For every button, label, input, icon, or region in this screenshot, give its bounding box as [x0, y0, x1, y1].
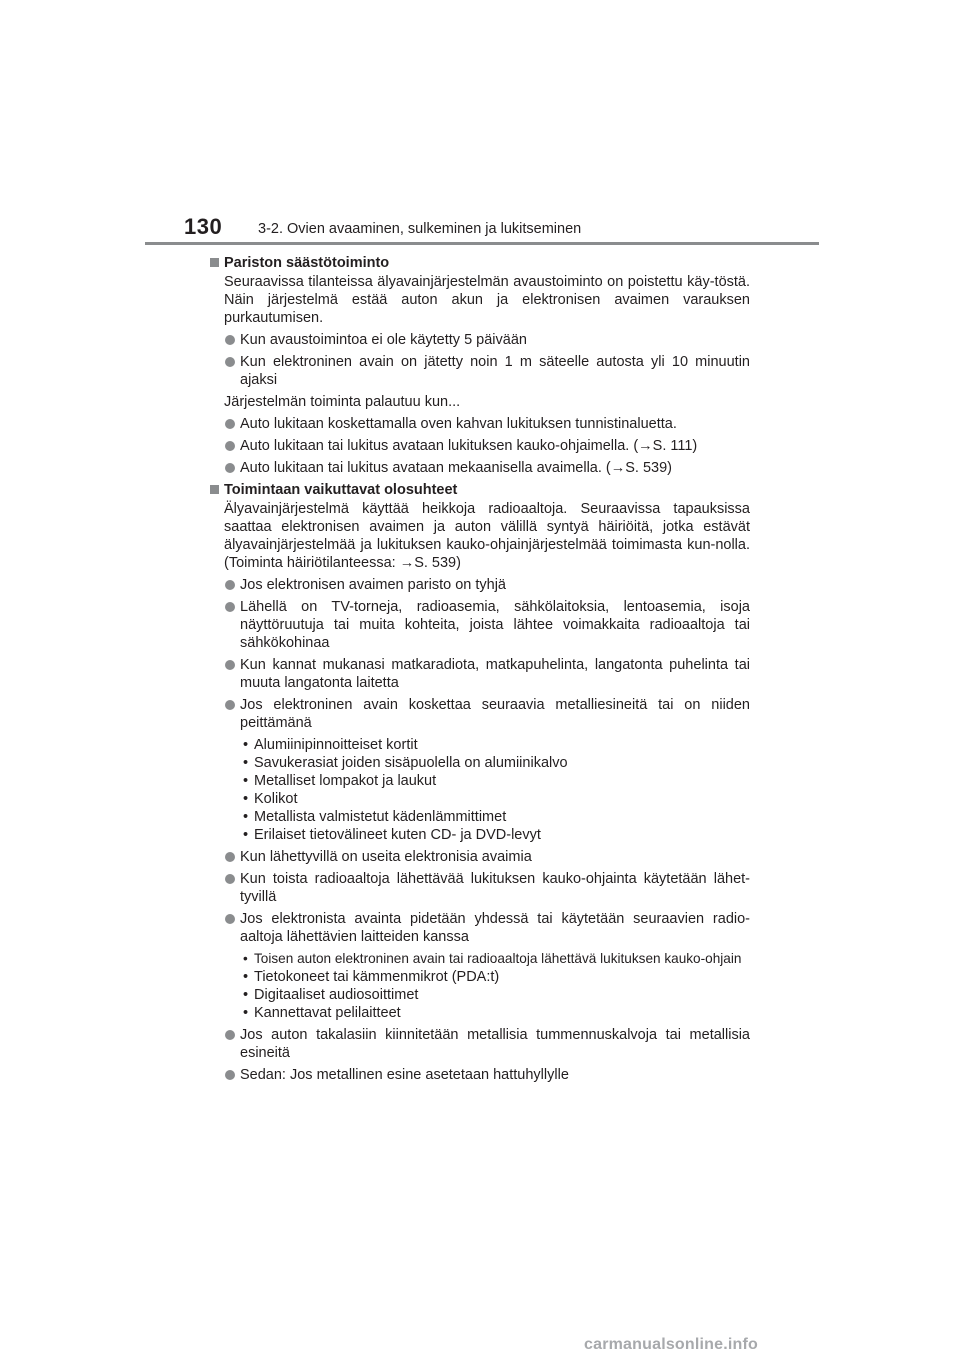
list-item: Kun kannat mukanasi matkaradiota, matkapuhelinta, langatonta puhelinta tai muuta langatonta laitetta: [210, 656, 750, 692]
bullet-dot-icon: [225, 602, 235, 612]
bullet-dot-icon: [225, 335, 235, 345]
list-item: Jos elektronista avainta pidetään yhdessä tai käytetään seuraavien radio-aaltoja lähettävien laitteiden kanssa: [210, 910, 750, 946]
sub-list-item: • Metallista valmistetut kädenlämmittimet: [243, 809, 507, 825]
list-item: Kun lähettyvillä on useita elektronisia avaimia: [210, 848, 750, 866]
list-item: Auto lukitaan koskettamalla oven kahvan lukituksen tunnistinaluetta.: [210, 415, 750, 433]
bullet-dot-icon: [225, 700, 235, 710]
list-item: Jos elektronisen avaimen paristo on tyhjä: [210, 576, 750, 594]
bullet-dot-icon: [225, 914, 235, 924]
square-bullet-icon: [210, 258, 219, 267]
sub-list-item: • Metalliset lompakot ja laukut: [243, 773, 437, 789]
list-item: Jos elektroninen avain koskettaa seuraavia metalliesineitä tai on niiden peittämänä: [210, 696, 750, 732]
sub-list-item: • Digitaaliset audiosoittimet: [243, 987, 419, 1003]
page-content: [210, 252, 750, 1088]
bullet-dot-icon: [225, 852, 235, 862]
sub-list-item: • Toisen auton elektroninen avain tai radioaaltoja lähettävä lukituksen kauko-ohjain: [243, 951, 742, 966]
list-item: Kun toista radioaaltoja lähettävää lukituksen kauko-ohjainta käytetään lähet-tyvillä: [210, 870, 750, 906]
sub-list-item: • Alumiinipinnoitteiset kortit: [243, 737, 418, 753]
bullet-dot-icon: [225, 1070, 235, 1080]
list-item: Jos auton takalasiin kiinnitetään metallisia tummennuskalvoja tai metallisia esineitä: [210, 1026, 750, 1062]
list-item: Kun avaustoimintoa ei ole käytetty 5 päivään: [210, 331, 750, 349]
sub-list-item: • Kannettavat pelilaitteet: [243, 1005, 401, 1021]
bullet-dot-icon: [225, 419, 235, 429]
list-item: Auto lukitaan tai lukitus avataan lukituksen kauko-ohjaimella. (→S. 111): [210, 437, 750, 455]
header-divider: [145, 242, 819, 245]
section-heading-conditions: Toimintaan vaikuttavat olosuhteet: [210, 481, 750, 499]
list-item: Auto lukitaan tai lukitus avataan mekaanisella avaimella. (→S. 539): [210, 459, 750, 477]
bullet-dot-icon: [225, 580, 235, 590]
paragraph: Älyavainjärjestelmä käyttää heikkoja radioaaltoja. Seuraavissa tapauksissa saattaa elektronisen avaimen ja auton välillä syntyä häiriöitä, jotka estävät älyavainjärjestelmää ja lukituksen kauko-ohjainjärjestelmää toimimasta kun-nolla. (Toiminta häiriötilanteessa: →S. 539): [224, 501, 750, 571]
footer-brand: carmanualsonline.info: [584, 1336, 759, 1353]
bullet-dot-icon: [225, 1030, 235, 1040]
paragraph: Seuraavissa tilanteissa älyavainjärjestelmän avaustoiminto on poistettu käy-töstä. Näin järjestelmä estää auton akun ja elektronisen avaimen varauksen purkautumisen.: [224, 274, 750, 326]
sub-list-item: • Tietokoneet tai kämmenmikrot (PDA:t): [243, 969, 500, 985]
bullet-dot-icon: [225, 463, 235, 473]
page-number: 130: [184, 214, 223, 239]
sub-list-item: • Kolikot: [243, 791, 298, 807]
bullet-dot-icon: [225, 660, 235, 670]
list-item: Lähellä on TV-torneja, radioasemia, sähkölaitoksia, lentoasemia, isoja näyttöruutuja tai muita kohteita, joista lähtee voimakkaita radioaaltoja tai sähkökohinaa: [210, 598, 750, 652]
bullet-dot-icon: [225, 357, 235, 367]
bullet-dot-icon: [225, 874, 235, 884]
sub-list: [210, 736, 750, 844]
sub-list: [210, 950, 750, 1022]
list-item: Kun elektroninen avain on jätetty noin 1 m säteelle autosta yli 10 minuutin ajaksi: [210, 353, 750, 389]
section-heading-battery-saving: Pariston säästötoiminto: [210, 254, 750, 272]
page-header: [0, 0, 960, 250]
sub-list-item: • Erilaiset tietovälineet kuten CD- ja DVD-levyt: [243, 827, 541, 843]
section-title: 3-2. Ovien avaaminen, sulkeminen ja lukitseminen: [258, 221, 582, 237]
sub-list-item: • Savukerasiat joiden sisäpuolella on alumiinikalvo: [243, 755, 568, 771]
list-item: Sedan: Jos metallinen esine asetetaan hattuhyllylle: [210, 1066, 750, 1084]
square-bullet-icon: [210, 485, 219, 494]
paragraph: Järjestelmän toiminta palautuu kun...: [224, 394, 461, 410]
bullet-dot-icon: [225, 441, 235, 451]
